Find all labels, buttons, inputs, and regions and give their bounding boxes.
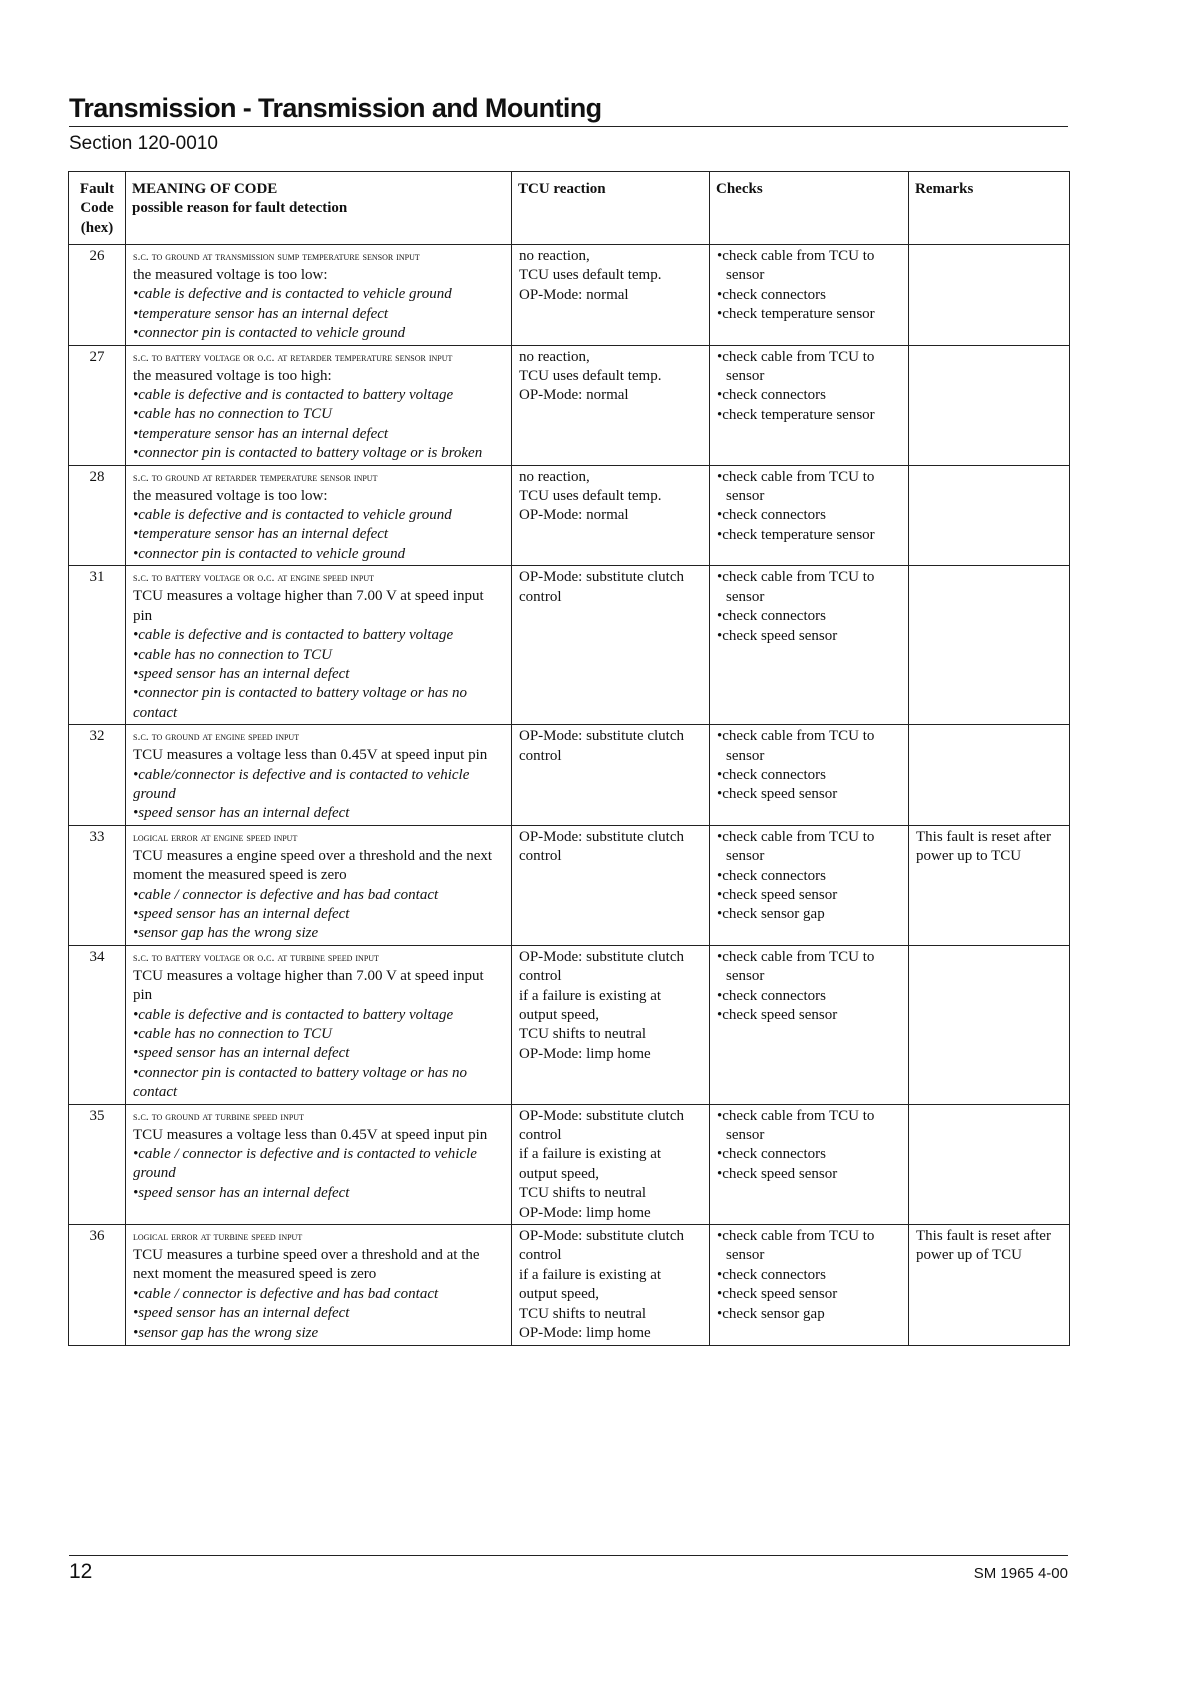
fault-description: TCU measures a voltage less than 0.45V at speed input pin [133, 747, 488, 764]
check-item: •check speed sensor [717, 786, 838, 803]
tcu-reaction-line: OP-Mode: substitute clutch control [519, 1107, 684, 1144]
fault-title: s.c. to ground at engine speed input [133, 729, 300, 744]
fault-cause: •cable has no connection to TCU [133, 1026, 332, 1042]
table-row [69, 725, 1070, 826]
checks-cell [710, 245, 909, 346]
fault-table-body [69, 245, 1070, 1346]
fault-title: s.c. to ground at turbine speed input [133, 1108, 304, 1123]
tcu-reaction-line: if a failure is existing at output speed, [519, 1146, 662, 1182]
check-item: •check connectors [717, 387, 826, 404]
table-row [69, 945, 1070, 1104]
fault-description: TCU measures a engine speed over a threshold and the next moment the measured speed is zero [133, 847, 493, 884]
tcu-reaction-cell [512, 1225, 710, 1345]
tcu-reaction-line: OP-Mode: normal [519, 387, 629, 404]
tcu-reaction-cell [512, 945, 710, 1104]
fault-description: the measured voltage is too low: [133, 267, 328, 283]
table-row [69, 566, 1070, 725]
check-item: •check connectors [717, 507, 826, 524]
table-row [69, 465, 1070, 566]
table-row [69, 1225, 1070, 1345]
check-item: •check temperature sensor [717, 306, 875, 323]
header-divider [69, 126, 1068, 127]
remarks-cell [909, 725, 1070, 826]
fault-meaning-cell [126, 566, 512, 725]
tcu-reaction-line: OP-Mode: substitute clutch control [519, 1228, 684, 1264]
check-item: •check sensor gap [717, 906, 825, 923]
page-number: 12 [69, 1560, 93, 1583]
check-item: •check sensor gap [717, 1305, 825, 1322]
fault-cause: •cable / connector is defective and has bad contact [133, 1285, 439, 1302]
column-header-remarks: Remarks [909, 172, 1070, 245]
fault-cause: •speed sensor has an internal defect [133, 1305, 350, 1322]
check-item: sensor [726, 588, 765, 605]
check-item: •check cable from TCU to [717, 948, 875, 965]
tcu-reaction-line: TCU uses default temp. [519, 368, 662, 385]
tcu-reaction-line: OP-Mode: substitute clutch control [519, 828, 684, 865]
fault-description: TCU measures a voltage less than 0.45V at speed input pin [133, 1126, 488, 1143]
remarks-cell [909, 345, 1070, 465]
fault-meaning-cell [126, 1225, 512, 1345]
fault-code: 33 [69, 825, 126, 945]
check-item: •check speed sensor [717, 627, 838, 644]
check-item: sensor [726, 267, 765, 284]
document-id: SM 1965 4-00 [973, 1565, 1068, 1582]
check-item: •check connectors [717, 286, 826, 303]
check-item: •check connectors [717, 608, 826, 625]
tcu-reaction-line: TCU uses default temp. [519, 488, 662, 505]
fault-cause: •speed sensor has an internal defect [133, 805, 350, 822]
fault-meaning-cell [126, 945, 512, 1104]
tcu-reaction-cell [512, 345, 710, 465]
fault-cause: •speed sensor has an internal defect [133, 1184, 350, 1201]
fault-cause: •cable/connector is defective and is contacted to vehicle ground [133, 766, 470, 802]
tcu-reaction-line: no reaction, [519, 468, 590, 485]
tcu-reaction-line: TCU shifts to neutral [519, 1185, 647, 1202]
tcu-reaction-cell [512, 245, 710, 346]
check-item: •check speed sensor [717, 886, 838, 903]
check-item: •check connectors [717, 1146, 826, 1163]
tcu-reaction-cell [512, 566, 710, 725]
fault-cause: •cable has no connection to TCU [133, 646, 332, 663]
check-item: •check cable from TCU to [717, 569, 875, 586]
fault-title: s.c. to battery voltage or o.c. at turbine speed input [133, 949, 379, 964]
fault-description: the measured voltage is too high: [133, 367, 332, 384]
checks-cell [710, 566, 909, 725]
fault-code-table [68, 171, 1070, 1346]
checks-cell [710, 1225, 909, 1345]
table-header-row [69, 172, 1070, 245]
column-header-meaning: MEANING OF CODE possible reason for fault detection [126, 172, 512, 245]
check-item: sensor [726, 747, 765, 764]
checks-cell [710, 825, 909, 945]
remarks-cell [909, 465, 1070, 566]
tcu-reaction-line: OP-Mode: substitute clutch control [519, 569, 684, 605]
remarks-cell [909, 245, 1070, 346]
remarks-cell [909, 566, 1070, 725]
fault-cause: •cable is defective and is contacted to vehicle ground [133, 507, 452, 524]
check-item: •check connectors [717, 987, 826, 1004]
check-item: sensor [726, 1247, 765, 1264]
fault-meaning-cell [126, 1104, 512, 1224]
table-row [69, 345, 1070, 465]
fault-cause: •cable has no connection to TCU [133, 406, 332, 423]
fault-cause: •sensor gap has the wrong size [133, 1324, 319, 1341]
check-item: sensor [726, 848, 765, 865]
fault-title: s.c. to battery voltage or o.c. at retarder temperature sensor input [133, 349, 453, 364]
check-item: •check connectors [717, 766, 826, 783]
fault-cause: •speed sensor has an internal defect [133, 665, 350, 682]
check-item: •check connectors [717, 867, 826, 884]
fault-cause: •temperature sensor has an internal defect [133, 526, 389, 543]
fault-title: logical error at turbine speed input [133, 1229, 303, 1244]
fault-code: 36 [69, 1225, 126, 1345]
remarks-cell: This fault is reset after power up of TCU [909, 1225, 1070, 1345]
check-item: •check cable from TCU to [717, 728, 875, 745]
tcu-reaction-line: OP-Mode: substitute clutch control [519, 948, 684, 985]
check-item: •check cable from TCU to [717, 348, 875, 365]
remarks-cell [909, 945, 1070, 1104]
fault-code: 31 [69, 566, 126, 725]
fault-title: logical error at engine speed input [133, 829, 298, 844]
tcu-reaction-cell [512, 725, 710, 826]
fault-cause: •connector pin is contacted to vehicle ground [133, 325, 406, 342]
fault-cause: •cable / connector is defective and has bad contact [133, 886, 439, 903]
check-item: •check cable from TCU to [717, 468, 875, 485]
fault-meaning-cell [126, 345, 512, 465]
fault-meaning-cell [126, 245, 512, 346]
column-header-fault-code: Fault Code (hex) [69, 172, 126, 245]
fault-code: 34 [69, 945, 126, 1104]
fault-description: TCU measures a voltage higher than 7.00 V at speed input pin [133, 588, 484, 624]
checks-cell [710, 945, 909, 1104]
fault-description: TCU measures a turbine speed over a threshold and at the next moment the measured speed is zero [133, 1247, 480, 1283]
tcu-reaction-line: no reaction, [519, 248, 590, 264]
check-item: •check temperature sensor [717, 406, 875, 423]
checks-cell [710, 1104, 909, 1224]
check-item: •check cable from TCU to [717, 248, 875, 264]
table-row [69, 245, 1070, 346]
fault-cause: •connector pin is contacted to vehicle ground [133, 545, 406, 562]
tcu-reaction-cell [512, 465, 710, 566]
tcu-reaction-line: OP-Mode: normal [519, 507, 629, 524]
checks-cell [710, 345, 909, 465]
fault-cause: •cable is defective and is contacted to battery voltage [133, 627, 454, 644]
check-item: •check connectors [717, 1266, 826, 1283]
fault-cause: •temperature sensor has an internal defect [133, 305, 389, 322]
tcu-reaction-line: if a failure is existing at output speed, [519, 1266, 662, 1303]
footer-divider [69, 1555, 1068, 1556]
tcu-reaction-line: TCU shifts to neutral [519, 1026, 647, 1043]
check-item: •check speed sensor [717, 1165, 838, 1182]
fault-code: 27 [69, 345, 126, 465]
page-header [69, 92, 1068, 155]
check-item: •check cable from TCU to [717, 1107, 875, 1124]
check-item: •check temperature sensor [717, 526, 875, 543]
fault-cause: •cable is defective and is contacted to battery voltage [133, 387, 454, 404]
check-item: •check speed sensor [717, 1286, 838, 1303]
tcu-reaction-line: TCU uses default temp. [519, 267, 662, 284]
check-item: sensor [726, 1127, 765, 1144]
check-item: sensor [726, 368, 765, 385]
fault-cause: •temperature sensor has an internal defect [133, 425, 389, 442]
checks-cell [710, 465, 909, 566]
fault-cause: •connector pin is contacted to battery voltage or has no contact [133, 1064, 467, 1101]
fault-code: 35 [69, 1104, 126, 1224]
fault-code: 28 [69, 465, 126, 566]
table-row [69, 825, 1070, 945]
remarks-cell [909, 1104, 1070, 1224]
tcu-reaction-cell [512, 1104, 710, 1224]
fault-cause: •cable is defective and is contacted to vehicle ground [133, 286, 452, 303]
fault-title: s.c. to battery voltage or o.c. at engine speed input [133, 570, 375, 585]
fault-description: the measured voltage is too low: [133, 487, 328, 504]
fault-cause: •connector pin is contacted to battery voltage or is broken [133, 445, 483, 462]
fault-code: 32 [69, 725, 126, 826]
fault-cause: •sensor gap has the wrong size [133, 925, 319, 942]
fault-cause: •cable / connector is defective and is contacted to vehicle ground [133, 1146, 477, 1182]
check-item: sensor [726, 968, 765, 985]
tcu-reaction-line: TCU shifts to neutral [519, 1305, 647, 1322]
fault-description: TCU measures a voltage higher than 7.00 V at speed input pin [133, 967, 484, 1004]
fault-meaning-cell [126, 825, 512, 945]
fault-cause: •speed sensor has an internal defect [133, 905, 350, 922]
tcu-reaction-line: OP-Mode: substitute clutch control [519, 728, 684, 764]
fault-cause: •speed sensor has an internal defect [133, 1045, 350, 1062]
tcu-reaction-line: no reaction, [519, 348, 590, 365]
column-header-tcu-reaction: TCU reaction [512, 172, 710, 245]
tcu-reaction-line: OP-Mode: normal [519, 286, 629, 303]
column-header-checks: Checks [710, 172, 909, 245]
tcu-reaction-line: OP-Mode: limp home [519, 1204, 651, 1221]
section-label: Section 120-0010 [69, 133, 218, 154]
page-title: Transmission - Transmission and Mounting [69, 93, 602, 123]
check-item: •check speed sensor [717, 1007, 838, 1023]
fault-cause: •cable is defective and is contacted to battery voltage [133, 1006, 454, 1023]
table-row [69, 1104, 1070, 1224]
check-item: •check cable from TCU to [717, 1228, 875, 1245]
checks-cell [710, 725, 909, 826]
fault-code: 26 [69, 245, 126, 346]
tcu-reaction-cell [512, 825, 710, 945]
fault-title: s.c. to ground at transmission sump temperature sensor input [133, 249, 420, 263]
fault-cause: •connector pin is contacted to battery voltage or has no contact [133, 685, 467, 721]
check-item: •check cable from TCU to [717, 828, 875, 845]
tcu-reaction-line: if a failure is existing at output speed, [519, 987, 662, 1023]
tcu-reaction-line: OP-Mode: limp home [519, 1045, 651, 1062]
remarks-cell: This fault is reset after power up to TCU [909, 825, 1070, 945]
tcu-reaction-line: OP-Mode: limp home [519, 1325, 651, 1342]
check-item: sensor [726, 488, 765, 505]
fault-title: s.c. to ground at retarder temperature sensor input [133, 469, 378, 484]
fault-meaning-cell [126, 465, 512, 566]
fault-meaning-cell [126, 725, 512, 826]
